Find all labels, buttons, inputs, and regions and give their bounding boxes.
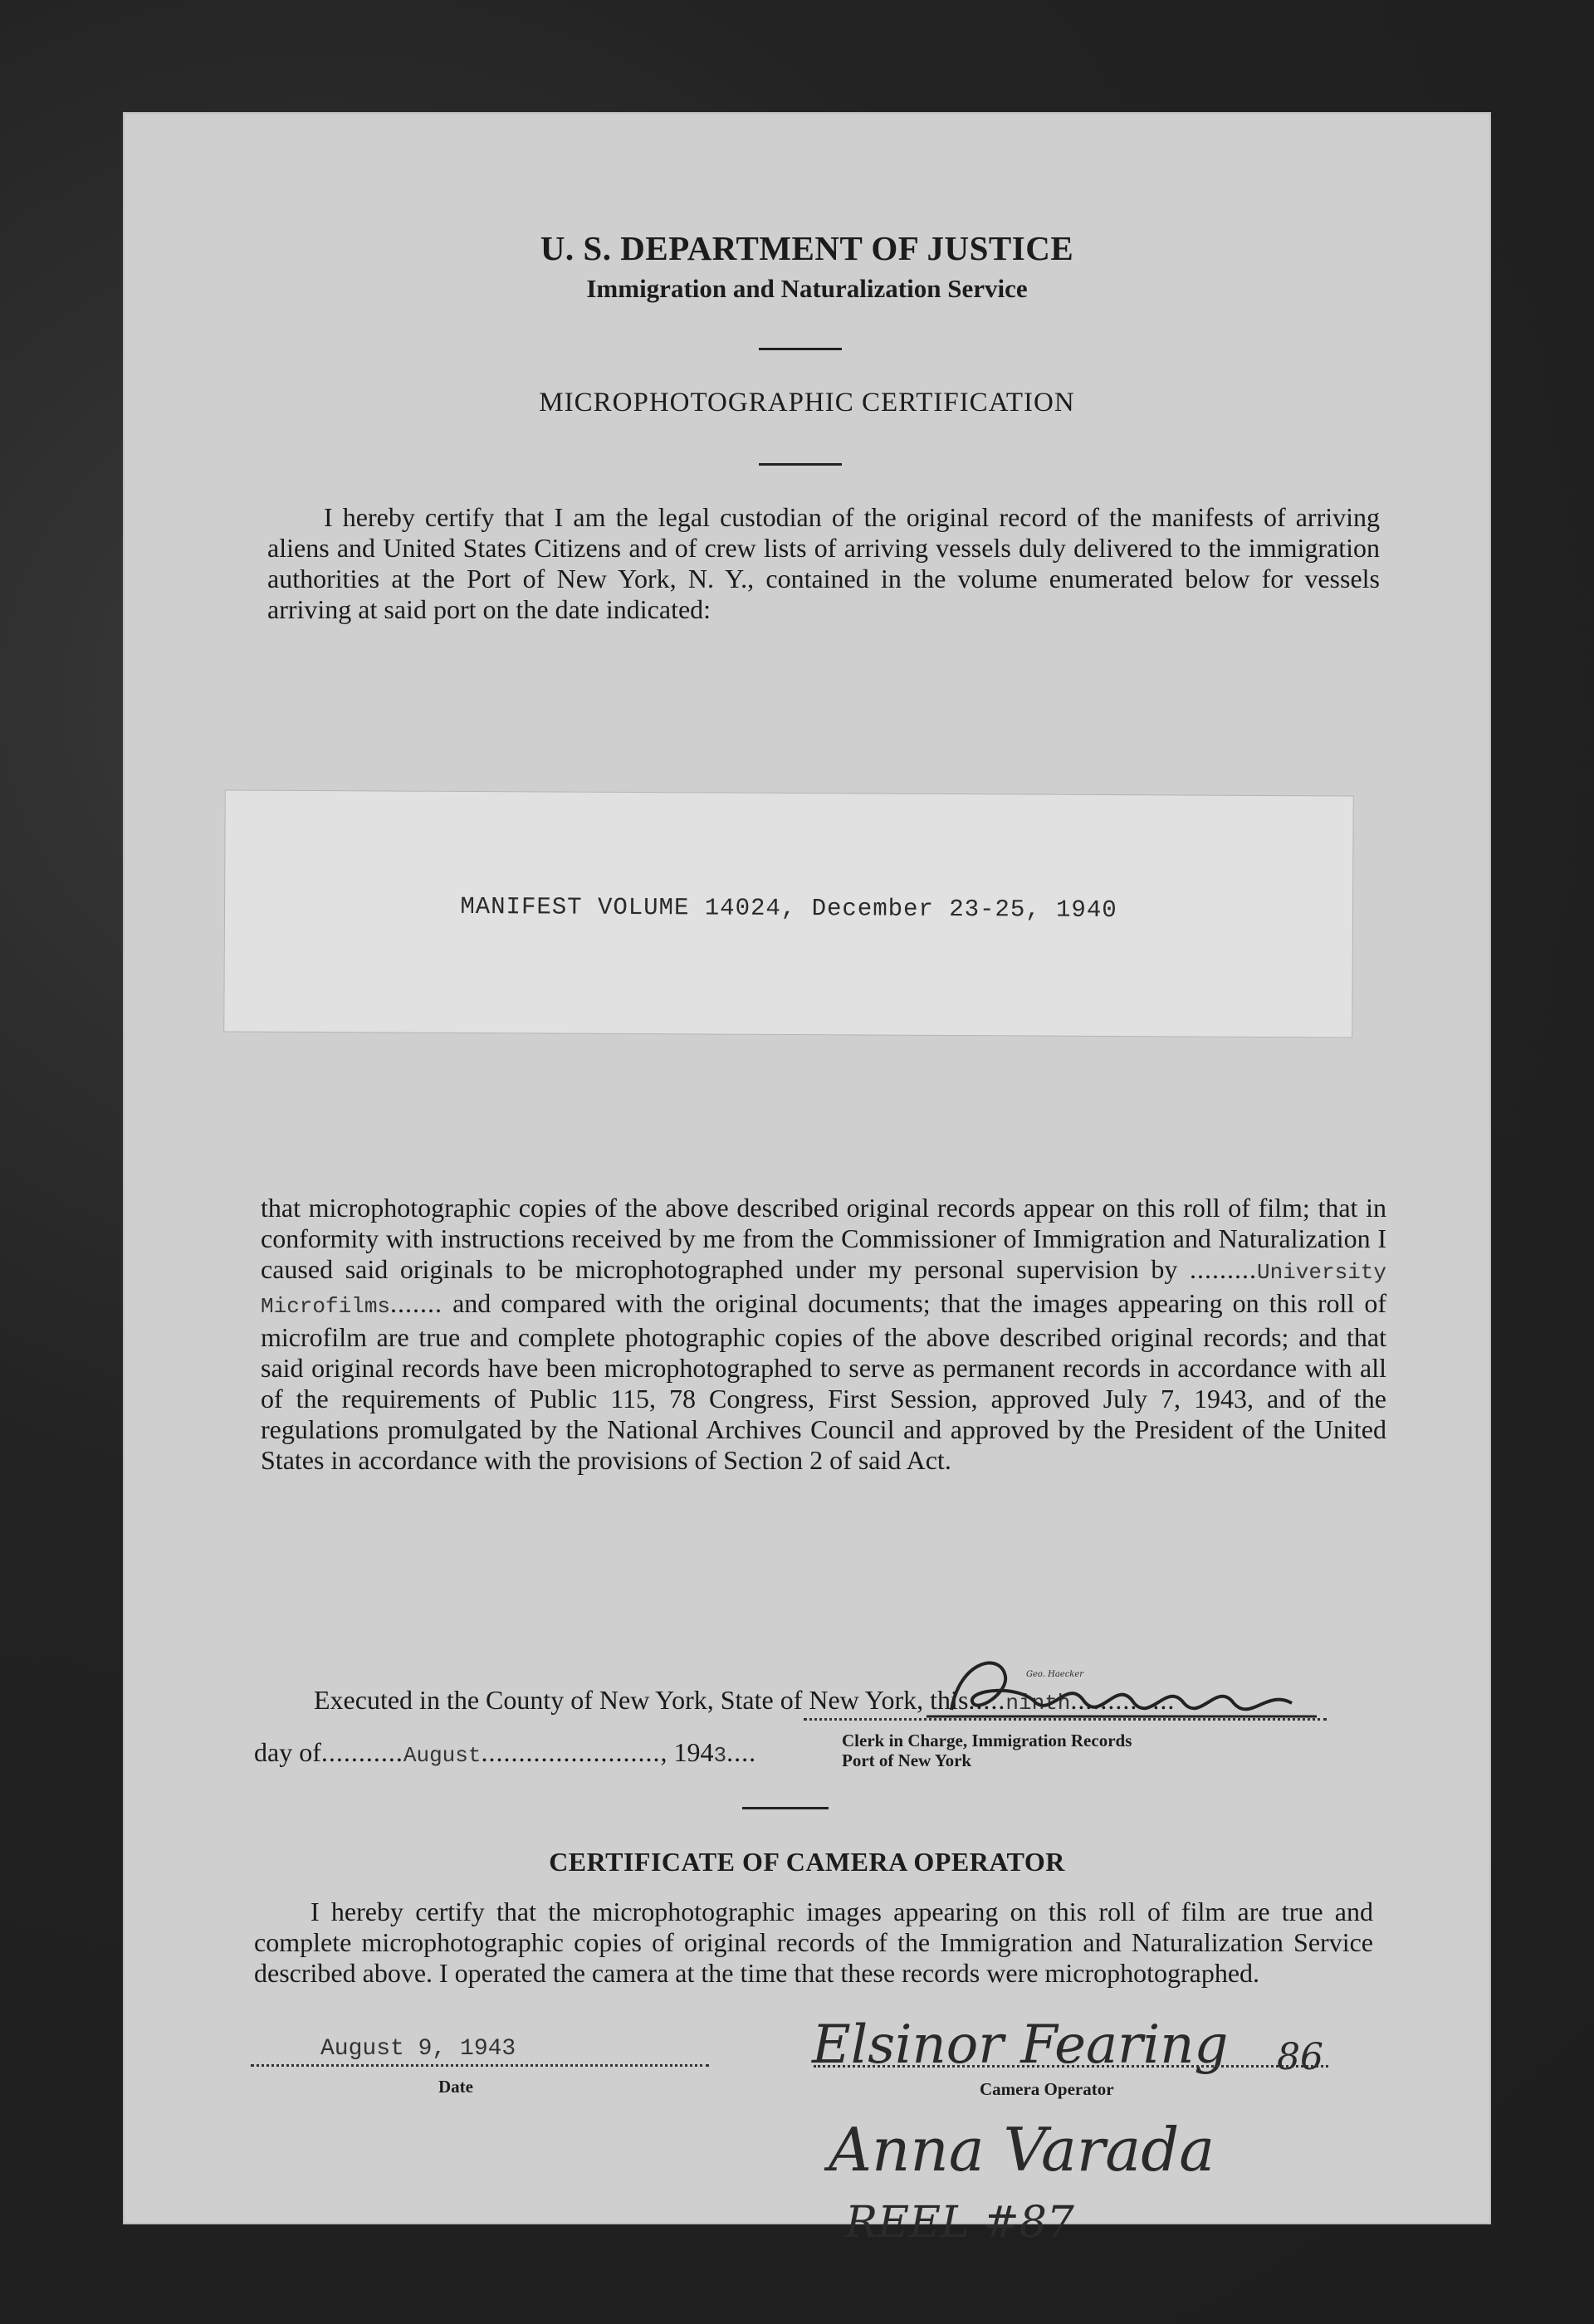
clerk-signature-text: Geo. Haecker [1026, 1670, 1084, 1679]
date-line: day of...........August........................, 1943.... [254, 1737, 757, 1768]
date-label: Date [438, 2077, 473, 2097]
date-signature-line [251, 2064, 709, 2067]
operator-number: 86 [1277, 2036, 1323, 2078]
clerk-title-line1: Clerk in Charge, Immigration Records [842, 1731, 1132, 1750]
intro-paragraph: I hereby certify that I am the legal custodian of the original record of the manifests of arriving aliens and United States Citizens and of crew lists of arriving vessels duly delivered to the immigration authorities at the Port of New York, N. Y., contained in the volume enumerated below for vessels arriving at said port on the date indicated: [267, 502, 1380, 624]
operator-signature-text: Elsinor Fearing [812, 2014, 1229, 2076]
certification-body: that microphotographic copies of the above described original records appear on this roll of film; that in conformity with instructions received by me from the Commissioner of Immigration and Naturalization I caused said originals to be microphotographed under my personal supervision by .........University Microfilms....... and compared with the original documents; that the images appearing on this roll of microfilm are true and complete photographic copies of the above described original records; and that said original records have been microphotographed to serve as permanent records in accordance with all of the requirements of Public 115, 78 Congress, First Session, approved July 7, 1943, and of the regulations promulgated by the National Archives Council and approved by the President of the United States in accordance with the provisions of Section 2 of said Act. [261, 1193, 1387, 1475]
certification-heading: MICROPHOTOGRAPHIC CERTIFICATION [539, 388, 1075, 417]
camera-operator-label: Camera Operator [980, 2079, 1114, 2099]
service-subtitle: Immigration and Naturalization Service [586, 274, 1028, 303]
operator-signature-line [814, 2065, 1328, 2068]
executed-year-prefix: , 194 [660, 1737, 714, 1767]
clerk-title-line2: Port of New York [842, 1750, 972, 1770]
handwritten-name: Anna Varada [829, 2115, 1215, 2185]
body-lead-text: that microphotographic copies of the above described original records appear on this roll of film; that in conformity with instructions received by me from the Commissioner of Immigration and Naturalization I caused said originals to be microphotographed under my personal supervision by [261, 1193, 1386, 1284]
executed-month: August [403, 1743, 482, 1768]
handwritten-reel: REEL #87 [845, 2198, 1074, 2248]
executed-line: Executed in the County of New York, State of New York, this.....ninth.............. [314, 1685, 1176, 1716]
divider-rule [742, 1807, 829, 1809]
camera-certificate-heading: CERTIFICATE OF CAMERA OPERATOR [549, 1847, 1065, 1877]
camera-certificate-text: I hereby certify that the microphotographic images appearing on this roll of film are true and complete microphotographic copies of original records of the Immigration and Naturalization Service described above. I operated the camera at the time that these records were microphotographed. [254, 1897, 1373, 1988]
day-of-label: day of [254, 1737, 321, 1767]
department-title: U. S. DEPARTMENT OF JUSTICE [540, 229, 1074, 267]
camera-date-value: August 9, 1943 [320, 2036, 516, 2062]
clerk-title [842, 1731, 1132, 1770]
divider-rule [759, 348, 842, 350]
clerk-signature-line [804, 1718, 1327, 1721]
executed-text: Executed in the County of New York, State of New York, this [314, 1685, 969, 1715]
document-page [123, 112, 1491, 2248]
executed-day: ninth [1005, 1691, 1071, 1716]
microfilm-company: University Microfilms [261, 1260, 1387, 1319]
divider-rule [759, 463, 842, 466]
executed-year-digit: 3 [713, 1743, 727, 1768]
body-rest-text: and compared with the original documents; that the images appearing on this roll of microfilm are true and complete photographic copies of the above described original records; and that said original records have been microphotographed to serve as permanent records in accordance with all of the requirements of Public 115, 78 Congress, First Session, approved July 7, 1943, and of the regulations promulgated by the National Archives Council and approved by the President of the United States in accordance with the provisions of Section 2 of said Act. [261, 1288, 1387, 1475]
manifest-label-slip [223, 789, 1354, 1038]
manifest-volume-label: MANIFEST VOLUME 14024, December 23-25, 1940 [460, 892, 1117, 925]
